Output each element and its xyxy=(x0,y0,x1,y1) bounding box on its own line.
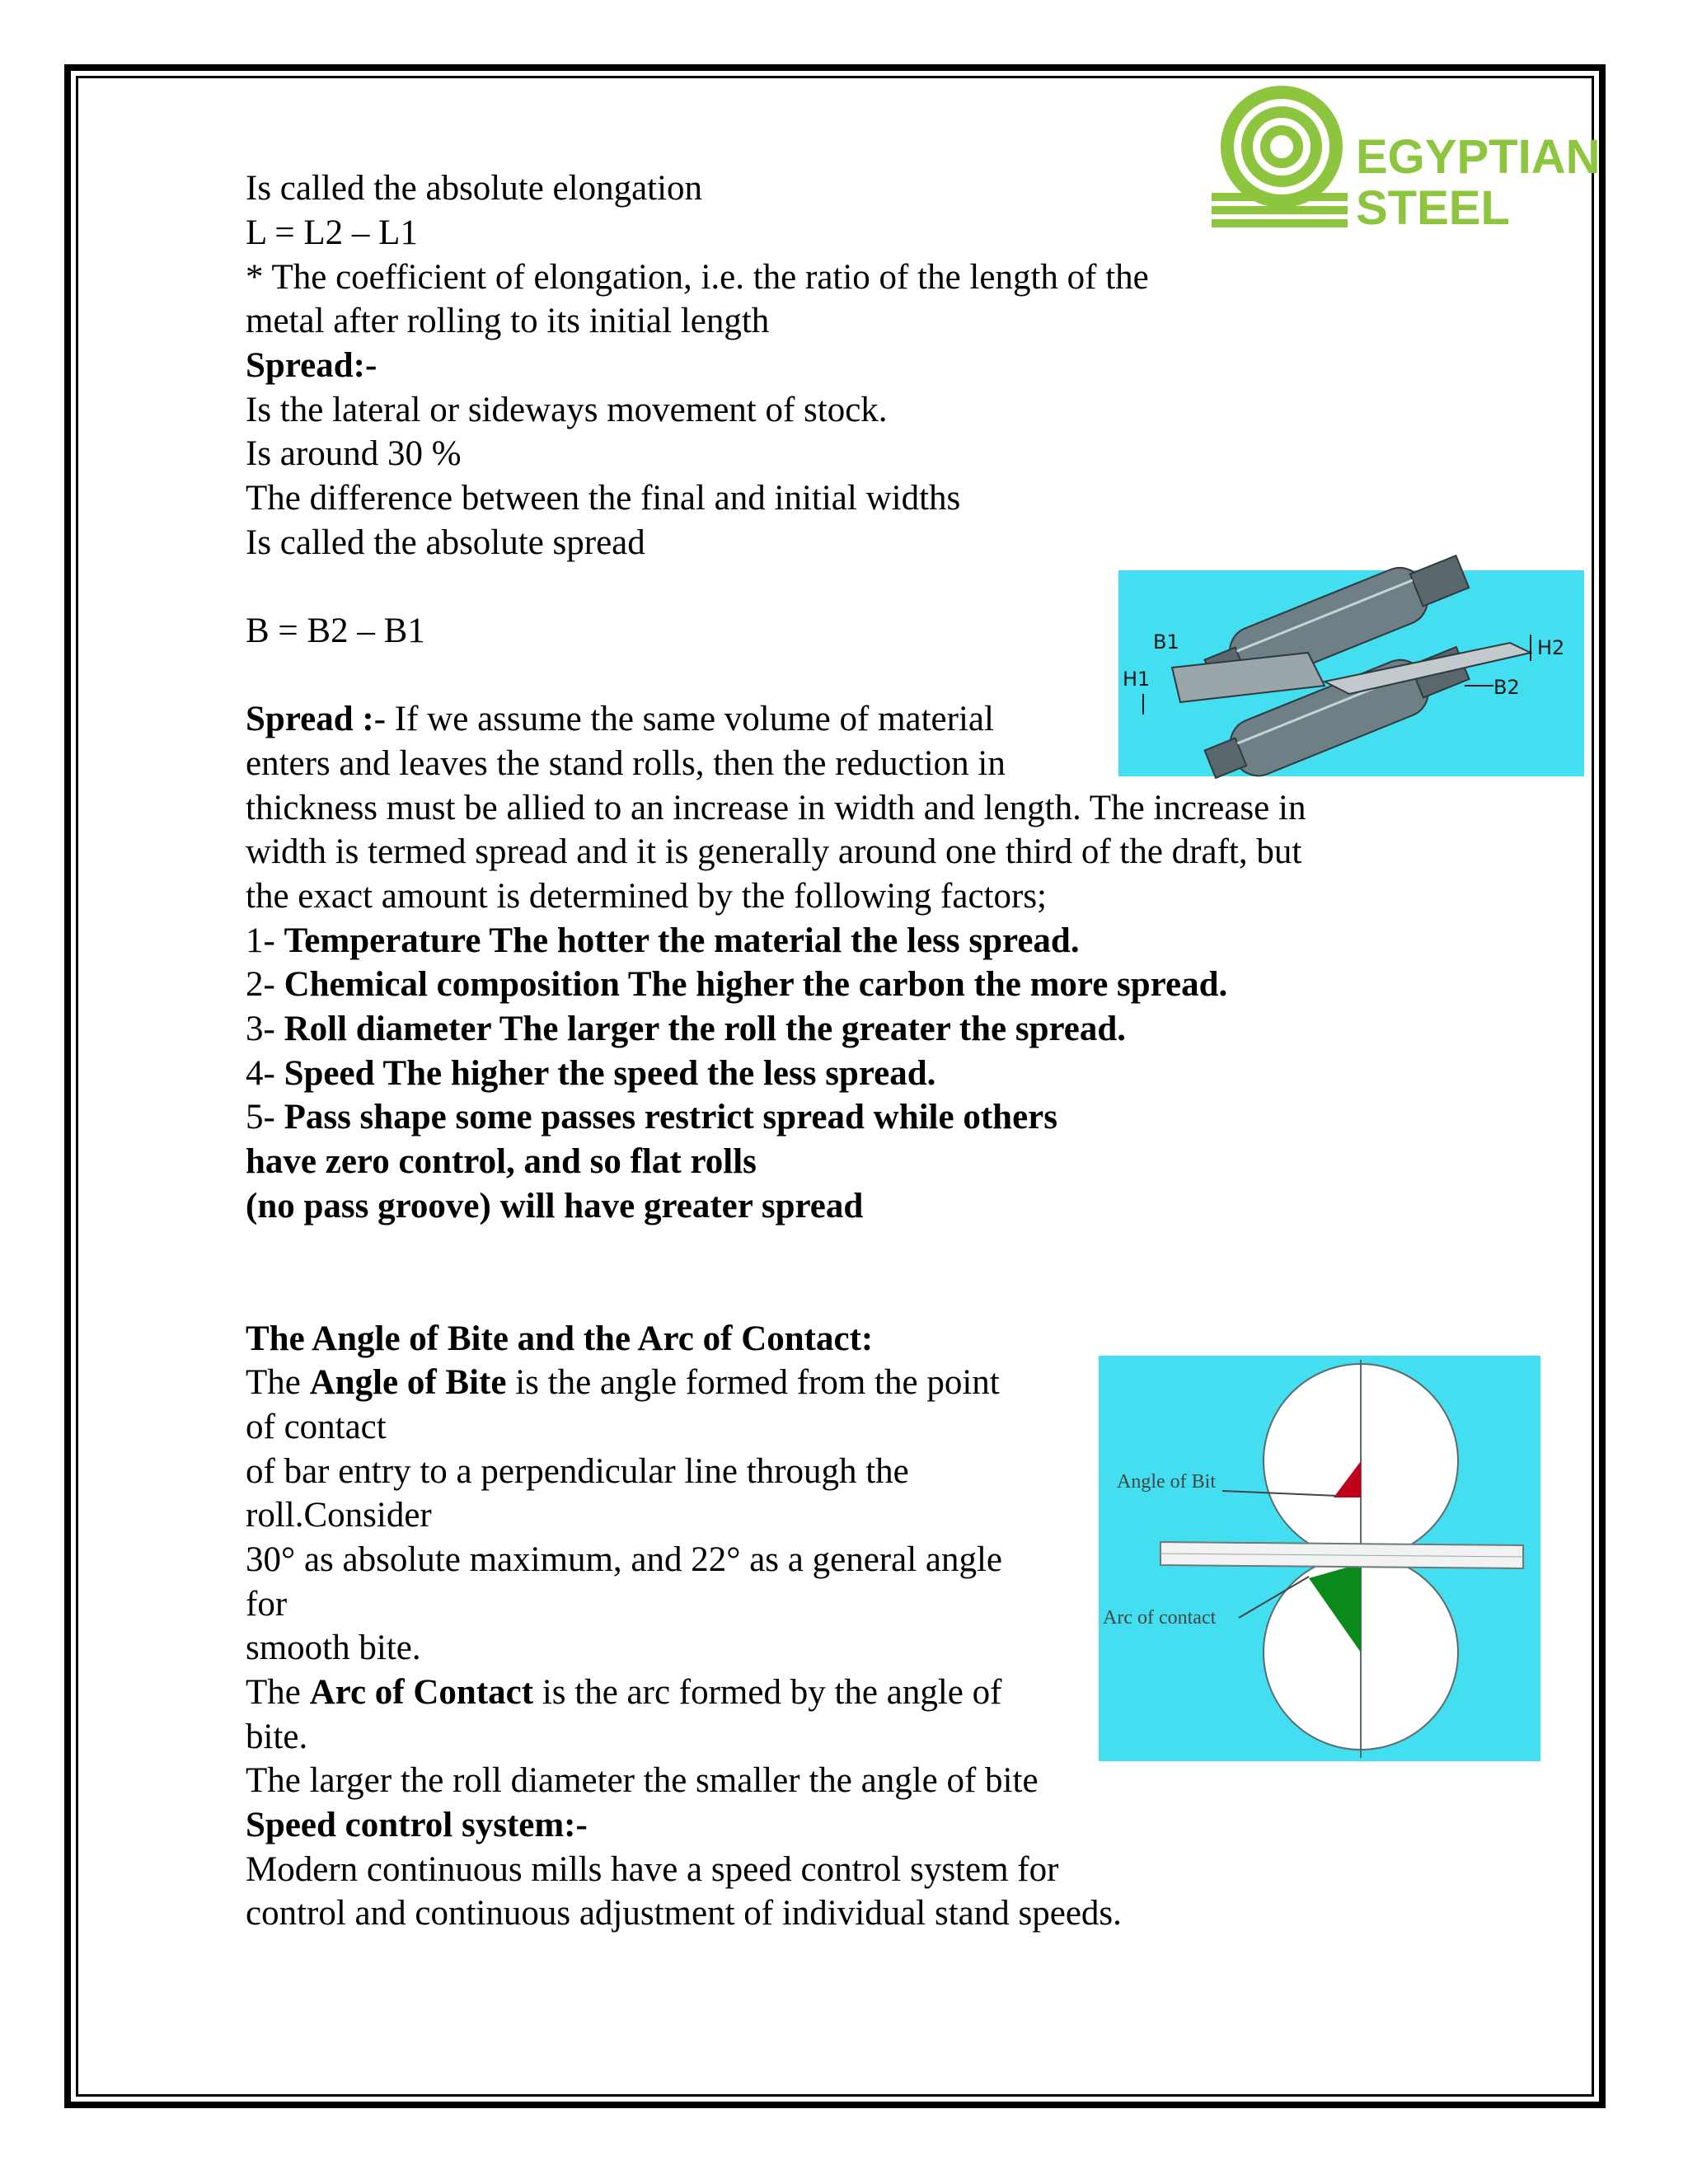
text-line xyxy=(246,299,769,344)
text-line xyxy=(246,1493,432,1538)
text-span: width is termed spread and it is generally around one third of the draft, but xyxy=(246,832,1302,871)
label-angle-of-bite: Angle of Bit xyxy=(1117,1471,1216,1493)
text-line xyxy=(246,697,994,742)
text-span: is the angle formed from the point xyxy=(506,1363,1000,1402)
text-span: * The coefficient of elongation, i.e. the ratio of the length of the xyxy=(246,258,1149,297)
text-line xyxy=(246,344,377,388)
text-span: 1- xyxy=(246,921,284,960)
text-span: 5- xyxy=(246,1098,284,1137)
bold-text: Roll diameter The larger the roll the greater the spread. xyxy=(284,1010,1127,1048)
text-line xyxy=(246,1582,287,1627)
text-span: B = B2 – B1 xyxy=(246,612,425,650)
label-arc-of-contact: Arc of contact xyxy=(1103,1607,1217,1629)
text-line xyxy=(246,211,418,255)
text-span: metal after rolling to its initial length xyxy=(246,302,770,340)
text-line xyxy=(246,1095,1057,1140)
text-span: 4- xyxy=(246,1054,284,1093)
text-line xyxy=(246,388,888,433)
text-span: Is called the absolute spread xyxy=(246,523,645,562)
text-line xyxy=(246,963,1227,1007)
text-line xyxy=(246,1626,421,1671)
logo-text-line1: EGYPTIAN xyxy=(1356,130,1601,184)
text-span: 30° as absolute maximum, and 22° as a general angle xyxy=(246,1540,1003,1579)
text-line xyxy=(246,1361,1000,1405)
text-line xyxy=(246,874,1047,919)
text-line xyxy=(246,1891,1122,1936)
text-span: L = L2 – L1 xyxy=(246,213,418,252)
text-span: Is the lateral or sideways movement of stock. xyxy=(246,391,888,429)
text-line xyxy=(246,1052,935,1096)
text-span: Is called the absolute elongation xyxy=(246,169,703,208)
text-line xyxy=(246,919,1080,963)
bold-text: Spread : xyxy=(246,700,374,738)
text-line xyxy=(246,476,960,521)
rolling-spread-figure xyxy=(1118,570,1584,776)
text-span: Is around 30 % xyxy=(246,434,462,473)
text-span: - If we assume the same volume of material xyxy=(373,700,994,738)
text-span: smooth bite. xyxy=(246,1629,421,1667)
text-line xyxy=(246,1450,909,1494)
bold-text: Temperature The hotter the material the less spread. xyxy=(284,921,1080,960)
text-line xyxy=(246,786,1306,831)
text-line xyxy=(246,1671,1001,1715)
text-span: control and continuous adjustment of individual stand speeds. xyxy=(246,1894,1122,1933)
text-span: bite. xyxy=(246,1718,308,1756)
text-line xyxy=(246,1317,873,1361)
text-line xyxy=(246,521,645,565)
text-span: 2- xyxy=(246,965,284,1004)
bold-text: have zero control, and so flat rolls xyxy=(246,1142,757,1181)
bold-text: The Angle of Bite and the Arc of Contact: xyxy=(246,1319,874,1358)
bold-text: Speed The higher the speed the less spread. xyxy=(284,1054,936,1093)
text-line xyxy=(246,166,702,211)
text-line xyxy=(246,1848,1058,1892)
text-span: The xyxy=(246,1673,310,1712)
bold-text: Chemical composition The higher the carbon the more spread. xyxy=(284,965,1228,1004)
text-span: enters and leaves the stand rolls, then the reduction in xyxy=(246,744,1006,783)
text-span: The larger the roll diameter the smaller the angle of bite xyxy=(246,1761,1039,1800)
text-line xyxy=(246,609,425,654)
text-span: of bar entry to a perpendicular line through the xyxy=(246,1452,909,1491)
label-b1: B1 xyxy=(1153,630,1179,654)
text-line xyxy=(246,1538,1002,1582)
text-line xyxy=(246,432,462,476)
bold-text: (no pass groove) will have greater spread xyxy=(246,1187,864,1226)
text-line xyxy=(246,1405,387,1450)
logo-text-line2: STEEL xyxy=(1356,181,1510,235)
bold-text: Angle of Bite xyxy=(309,1363,507,1402)
text-span: thickness must be allied to an increase in width and length. The increase in xyxy=(246,789,1306,827)
label-b2: B2 xyxy=(1493,676,1520,699)
bold-text: Pass shape some passes restrict spread while others xyxy=(284,1098,1057,1137)
text-span: the exact amount is determined by the following factors; xyxy=(246,877,1047,916)
text-line xyxy=(246,742,1006,786)
label-h1: H1 xyxy=(1123,668,1151,691)
text-span: The difference between the final and initial widths xyxy=(246,479,961,518)
text-line xyxy=(246,1803,588,1848)
text-line xyxy=(246,830,1301,874)
egyptian-steel-logo xyxy=(1203,82,1601,239)
text-span: roll.Consider xyxy=(246,1496,432,1535)
text-line xyxy=(246,1007,1126,1052)
text-span: 3- xyxy=(246,1010,284,1048)
text-line xyxy=(246,1715,307,1760)
text-span: The xyxy=(246,1363,310,1402)
bold-text: Arc of Contact xyxy=(309,1673,534,1712)
angle-of-bite-figure xyxy=(1099,1356,1540,1761)
text-span: Modern continuous mills have a speed control system for xyxy=(246,1850,1059,1889)
text-line xyxy=(246,1140,757,1184)
bold-text: Spread:- xyxy=(246,346,377,385)
text-span: of contact xyxy=(246,1408,387,1446)
text-line xyxy=(246,1184,863,1229)
text-span: is the arc formed by the angle of xyxy=(533,1673,1002,1712)
text-line xyxy=(246,1759,1039,1803)
text-line xyxy=(246,255,1149,300)
label-h2: H2 xyxy=(1537,636,1565,659)
text-span: for xyxy=(246,1585,288,1624)
bold-text: Speed control system:- xyxy=(246,1806,588,1844)
